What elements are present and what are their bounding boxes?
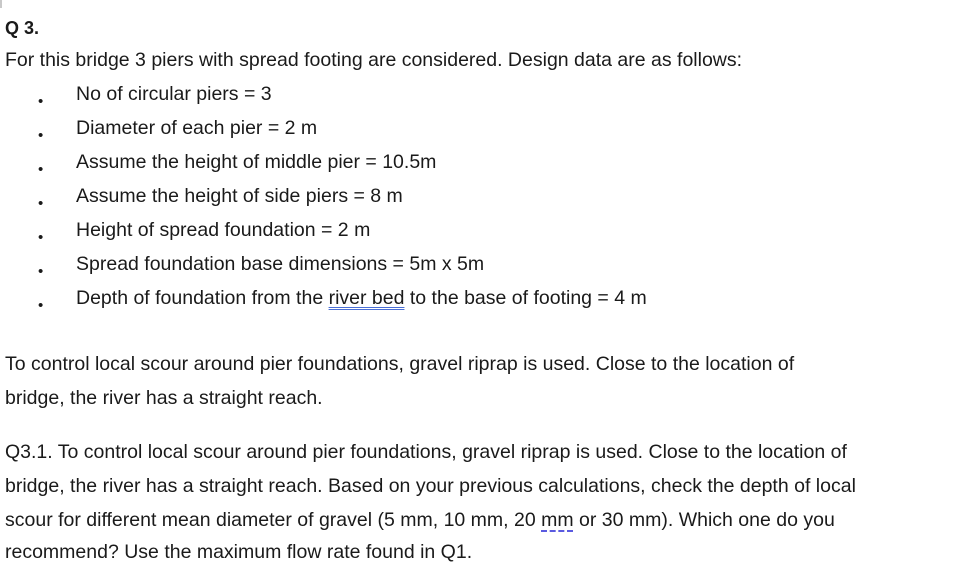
- text-segment: to the base of footing = 4 m: [404, 287, 647, 309]
- list-item: [0, 218, 900, 252]
- bullet-icon: •: [38, 161, 44, 178]
- bullet-icon: •: [38, 195, 44, 212]
- paragraph-2-line-3: [5, 508, 835, 532]
- list-item: [0, 286, 900, 320]
- spellcheck-underlined-word[interactable]: river bed: [328, 287, 405, 309]
- list-item-text: [76, 286, 647, 310]
- list-item-text: Assume the height of middle pier = 10.5m: [76, 151, 437, 173]
- list-item-text: No of circular piers = 3: [76, 83, 272, 105]
- paragraph-2-line-1: Q3.1. To control local scour around pier foundations, gravel riprap is used. Close to the location of: [5, 441, 847, 463]
- paragraph-2-line-4: recommend? Use the maximum flow rate found in Q1.: [5, 541, 473, 563]
- text-segment: Depth of foundation from the: [76, 287, 329, 309]
- list-item: [0, 150, 900, 184]
- design-data-list: [0, 82, 900, 320]
- bullet-icon: •: [38, 127, 44, 144]
- page-edge-marker: [0, 0, 2, 8]
- intro-text: For this bridge 3 piers with spread footing are considered. Design data are as follows:: [5, 49, 743, 71]
- grammar-underlined-word[interactable]: mm: [541, 509, 574, 531]
- list-item: [0, 252, 900, 286]
- list-item-text: Height of spread foundation = 2 m: [76, 219, 371, 241]
- bullet-icon: •: [38, 229, 44, 246]
- question-heading: Q 3.: [5, 18, 40, 38]
- text-segment: or 30 mm). Which one do you: [573, 509, 835, 531]
- paragraph-2-line-2: bridge, the river has a straight reach. Based on your previous calculations, check the depth of local: [5, 475, 856, 497]
- text-segment: scour for different mean diameter of gravel (5 mm, 10 mm, 20: [5, 509, 542, 531]
- list-item-text: Spread foundation base dimensions = 5m x 5m: [76, 253, 485, 275]
- paragraph-1-line-1: To control local scour around pier foundations, gravel riprap is used. Close to the location of: [5, 353, 795, 375]
- list-item-text: Assume the height of side piers = 8 m: [76, 185, 403, 207]
- list-item: [0, 184, 900, 218]
- list-item-text: Diameter of each pier = 2 m: [76, 117, 318, 139]
- list-item: [0, 82, 900, 116]
- paragraph-1-line-2: bridge, the river has a straight reach.: [5, 387, 323, 409]
- bullet-icon: •: [38, 263, 44, 280]
- bullet-icon: •: [38, 93, 44, 110]
- bullet-icon: •: [38, 297, 44, 314]
- list-item: [0, 116, 900, 150]
